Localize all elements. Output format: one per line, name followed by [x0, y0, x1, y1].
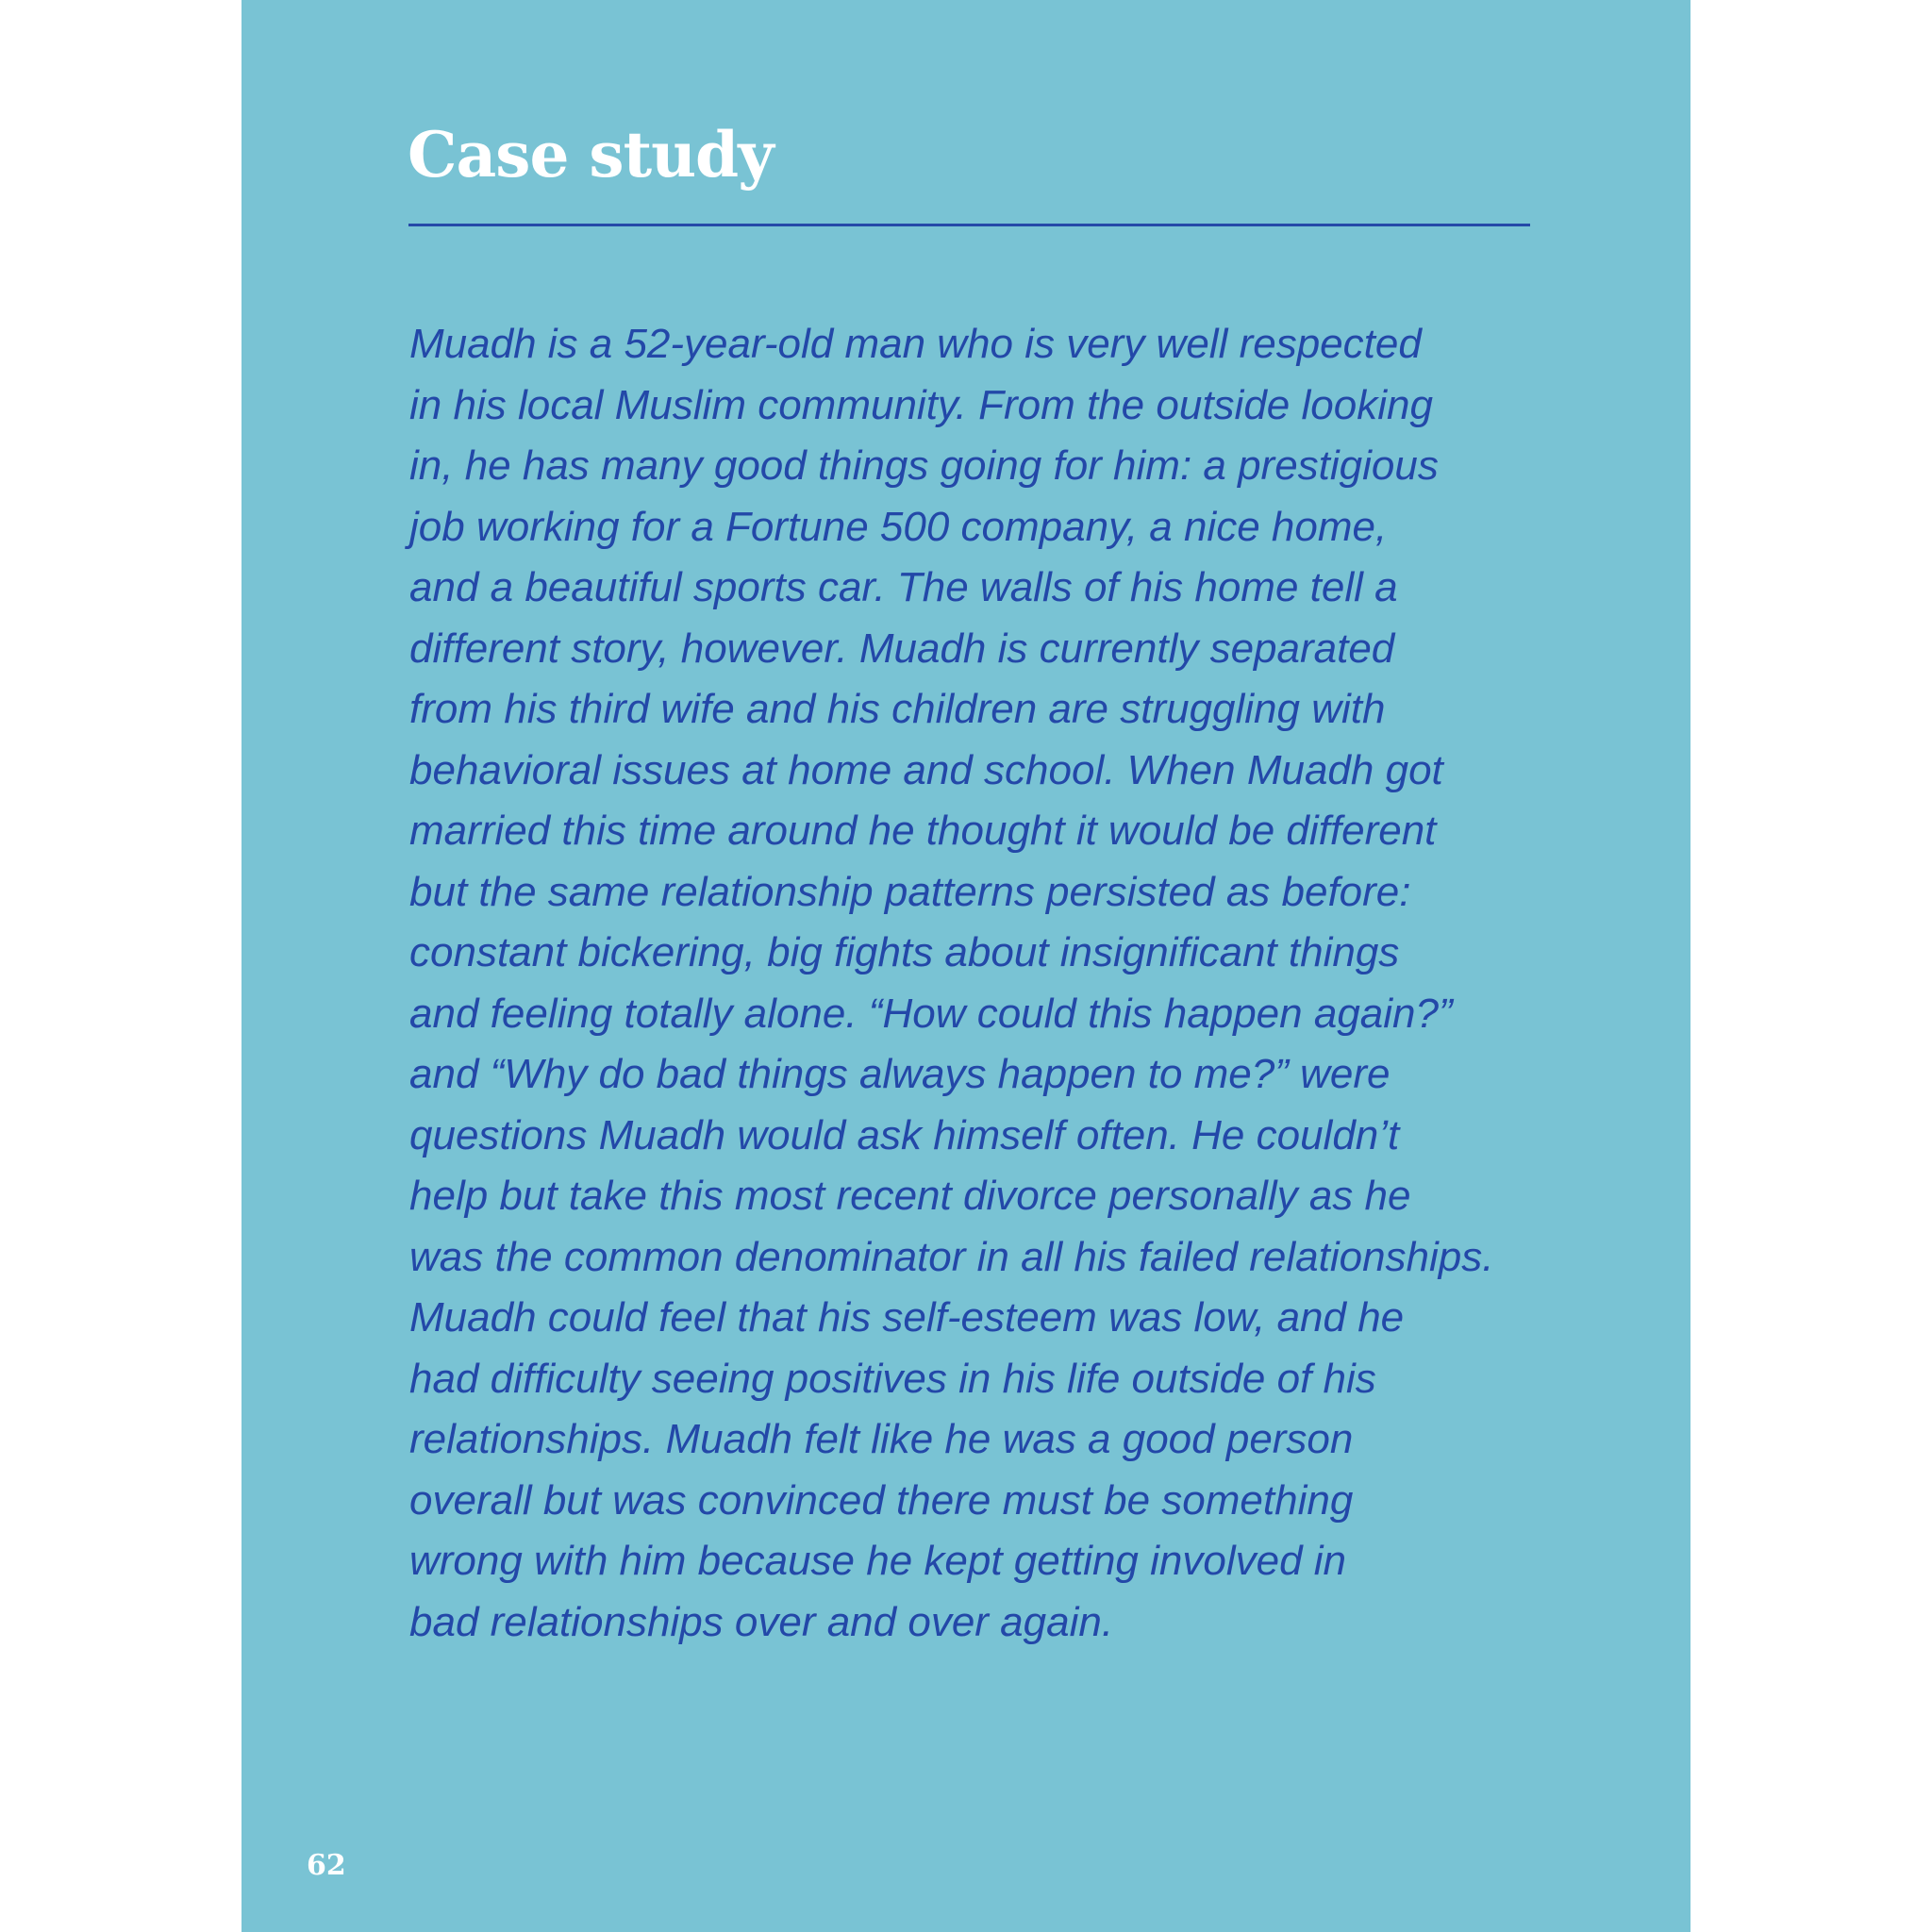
page-heading: Case study — [408, 118, 774, 192]
case-study-line: questions Muadh would ask himself often. He couldn’t — [409, 1111, 1400, 1158]
case-study-line: was the common denominator in all his failed relationships. — [409, 1233, 1494, 1280]
case-study-line: but the same relationship patterns persisted as before: — [409, 868, 1411, 915]
case-study-line: in, he has many good things going for him: a prestigious — [409, 442, 1439, 489]
case-study-line: and “Why do bad things always happen to me?” were — [409, 1051, 1391, 1097]
case-study-line: had difficulty seeing positives in his life outside of his — [409, 1355, 1376, 1402]
case-study-line: different story, however. Muadh is currently separated — [409, 625, 1395, 672]
case-study-line: overall but was convinced there must be something — [409, 1476, 1354, 1524]
case-study-line: wrong with him because he kept getting involved in — [409, 1538, 1347, 1584]
case-study-line: job working for a Fortune 500 company, a nice home, — [409, 503, 1388, 550]
case-study-line: help but take this most recent divorce personally as he — [409, 1173, 1411, 1219]
page-number: 62 — [307, 1849, 346, 1882]
heading-divider — [408, 224, 1530, 226]
case-study-line: in his local Muslim community. From the outside looking — [409, 381, 1433, 428]
case-study-line: bad relationships over and over again. — [409, 1598, 1114, 1645]
case-study-line: and a beautiful sports car. The walls of his home tell a — [409, 564, 1398, 610]
case-study-line: Muadh is a 52-year-old man who is very well respected — [409, 321, 1422, 367]
case-study-line: married this time around he thought it would be different — [409, 808, 1437, 854]
book-page — [242, 0, 1690, 1932]
case-study-line: behavioral issues at home and school. When Muadh got — [409, 746, 1443, 793]
case-study-line: and feeling totally alone. “How could this happen again?” — [409, 990, 1453, 1037]
case-study-line: relationships. Muadh felt like he was a good person — [409, 1416, 1354, 1462]
case-study-paragraph — [409, 314, 1598, 1653]
case-study-line: Muadh could feel that his self-esteem was low, and he — [409, 1294, 1405, 1341]
case-study-line: constant bickering, big fights about insignificant things — [409, 929, 1400, 975]
case-study-line: from his third wife and his children are struggling with — [409, 686, 1386, 732]
